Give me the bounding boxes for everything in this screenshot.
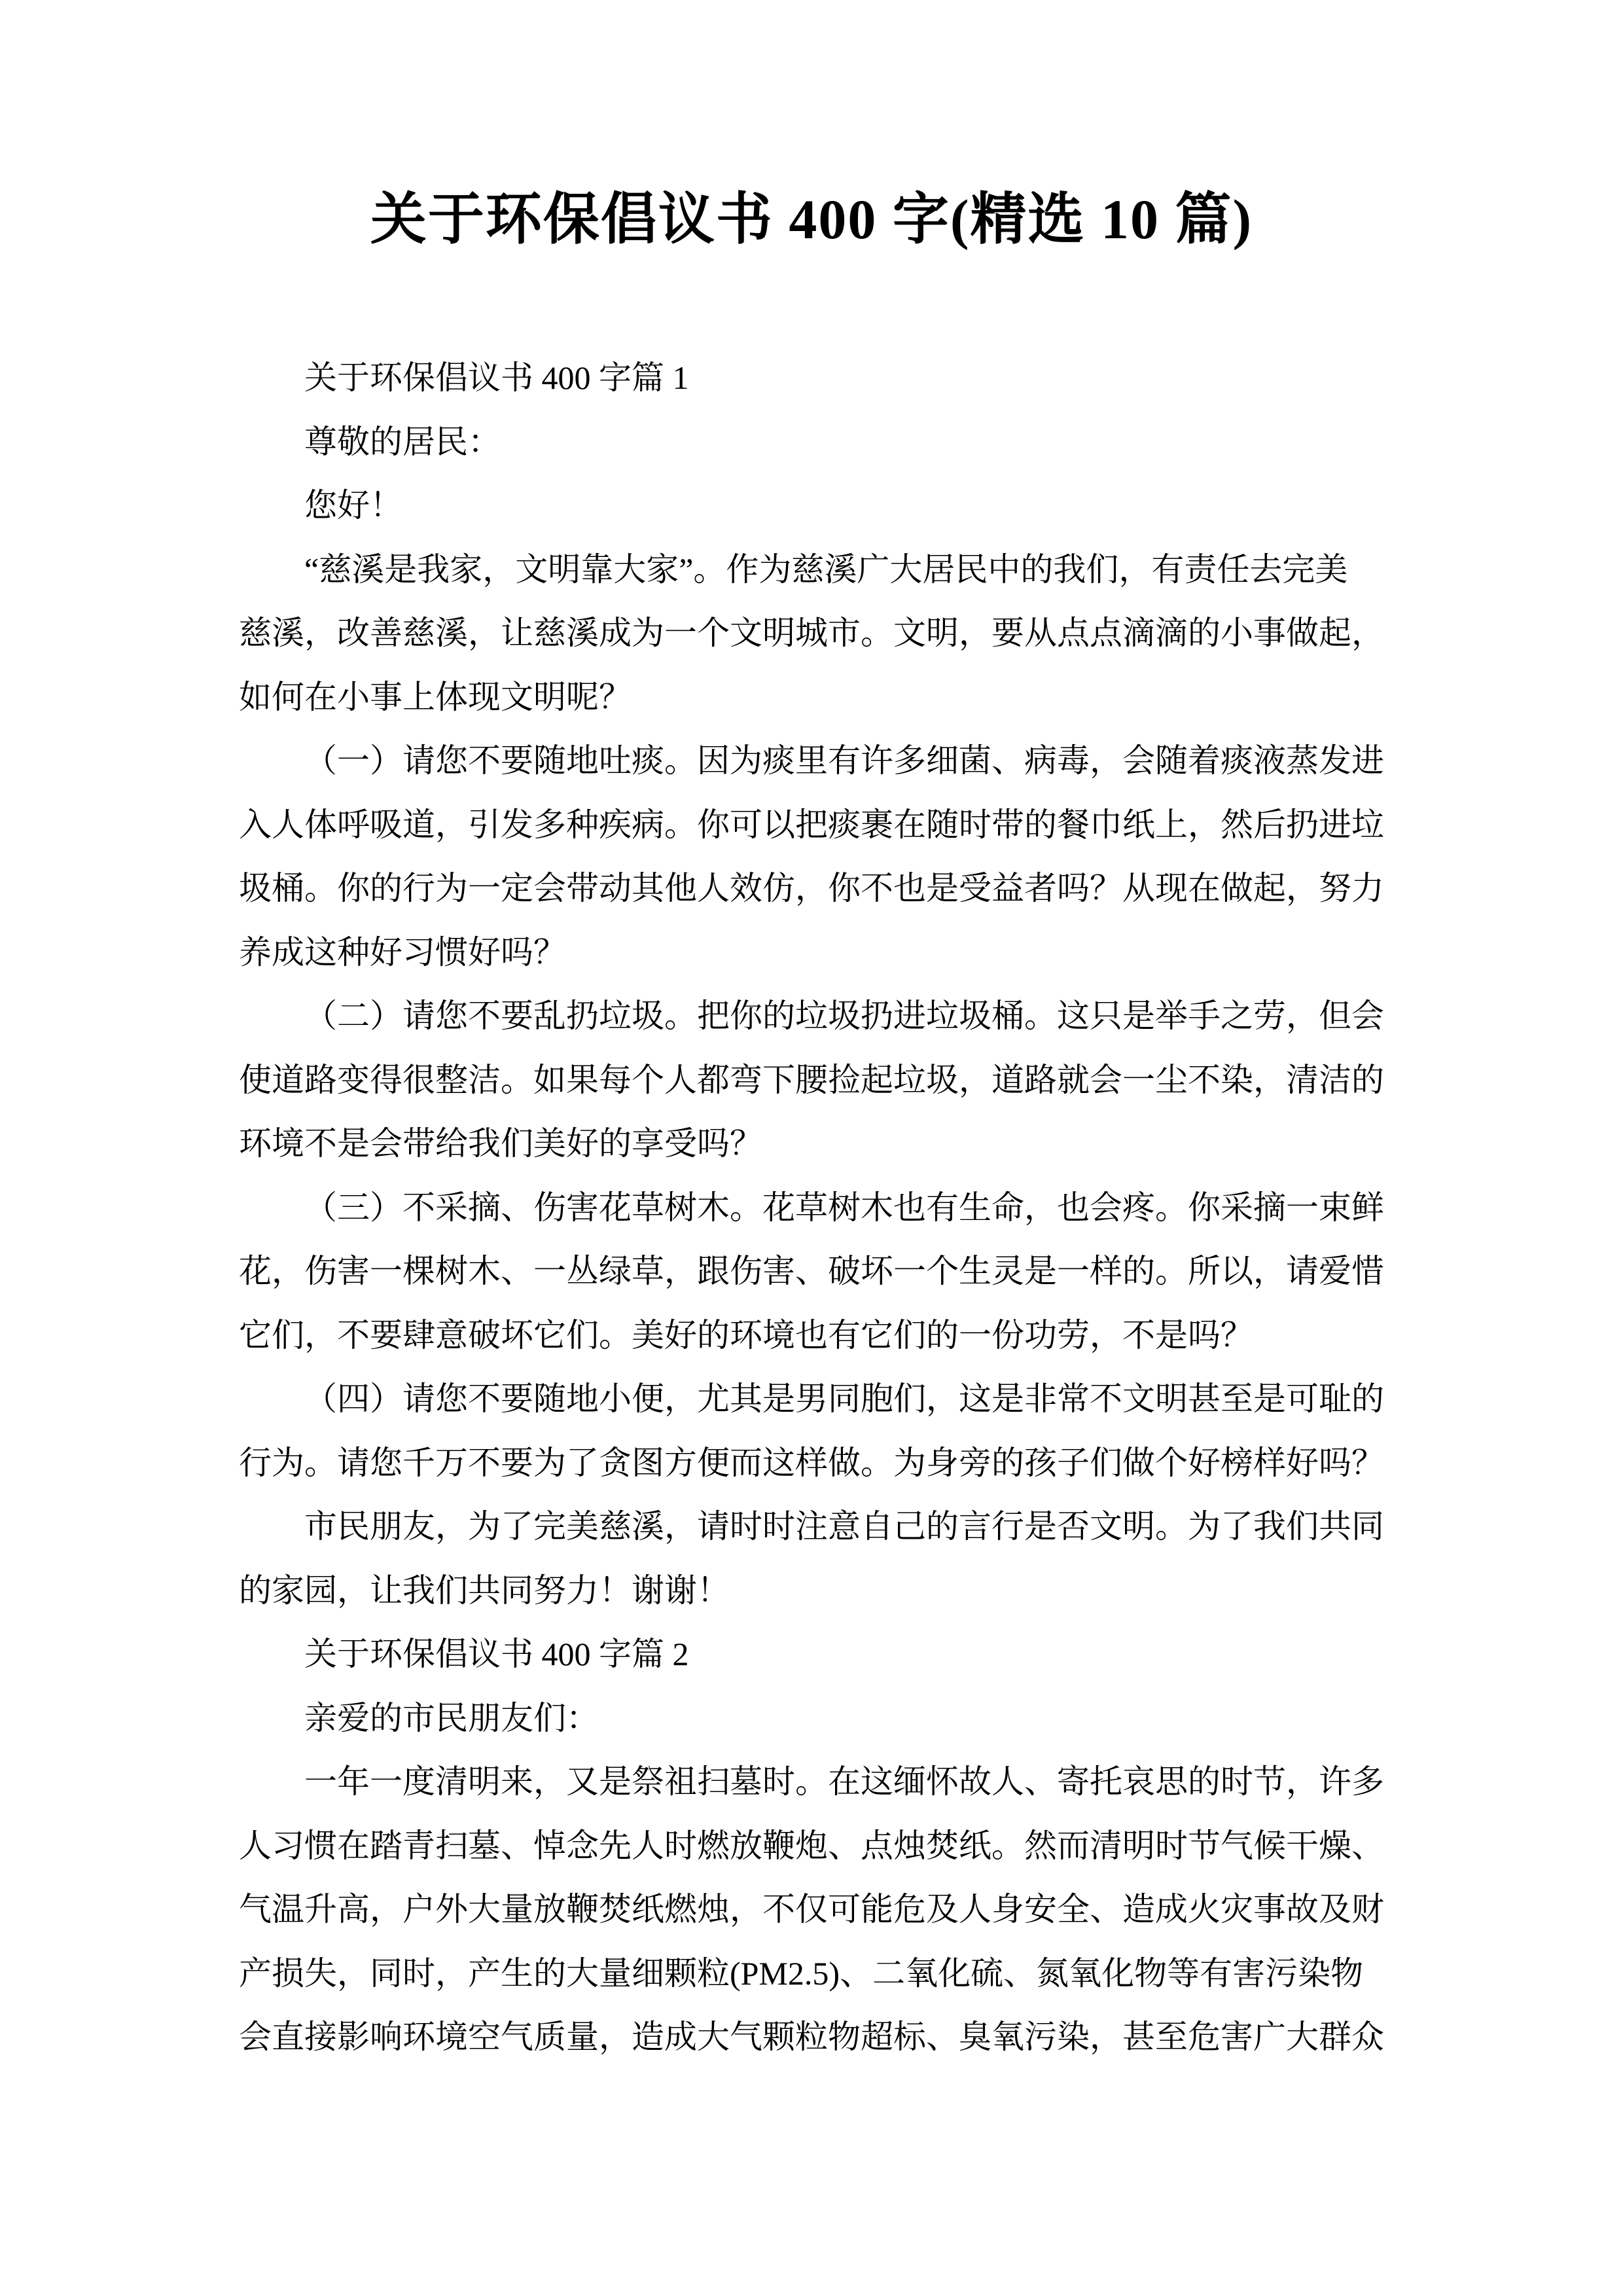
text-line: 养成这种好习惯好吗？ <box>239 933 566 971</box>
document-body <box>239 346 1384 2070</box>
text-line: 市民朋友，为了完美慈溪，请时时注意自己的言行是否文明。为了我们共同 <box>304 1508 1384 1545</box>
text-line: 花，伤害一棵树木、一丛绿草，跟伤害、破坏一个生灵是一样的。所以，请爱惜 <box>239 1253 1384 1289</box>
text-line: 环境不是会带给我们美好的享受吗？ <box>239 1125 762 1162</box>
text-line: 它们，不要肆意破坏它们。美好的环境也有它们的一份功劳，不是吗？ <box>239 1316 1253 1354</box>
text-line: 如何在小事上体现文明呢？ <box>239 678 632 715</box>
text-line: “慈溪是我家，文明靠大家”。作为慈溪广大居民中的我们，有责任去完美 <box>304 550 1348 588</box>
text-line: （一）请您不要随地吐痰。因为痰里有许多细菌、病毒，会随着痰液蒸发进 <box>304 742 1384 779</box>
text-line: 的家园，让我们共同努力！谢谢！ <box>239 1571 730 1609</box>
text-line: （四）请您不要随地小便，尤其是男同胞们，这是非常不文明甚至是可耻的 <box>304 1380 1384 1417</box>
text-line: 产损失，同时，产生的大量细颗粒(PM2.5)、二氧化硫、氮氧化物等有害污染物 <box>239 1954 1364 1992</box>
text-line: （二）请您不要乱扔垃圾。把你的垃圾扔进垃圾桶。这只是举手之劳，但会 <box>304 997 1384 1034</box>
text-line: 关于环保倡议书 400 字篇 2 <box>304 1636 689 1672</box>
text-line: 使道路变得很整洁。如果每个人都弯下腰捡起垃圾，道路就会一尘不染，清洁的 <box>239 1061 1384 1098</box>
text-line: 行为。请您千万不要为了贪图方便而这样做。为身旁的孩子们做个好榜样好吗？ <box>239 1444 1384 1481</box>
text-line: 您好！ <box>304 487 402 524</box>
text-line: 关于环保倡议书 400 字篇 1 <box>304 359 689 396</box>
text-line: 气温升高，户外大量放鞭焚纸燃烛，不仅可能危及人身安全、造成火灾事故及财 <box>239 1891 1384 1928</box>
text-line: 慈溪，改善慈溪，让慈溪成为一个文明城市。文明，要从点点滴滴的小事做起， <box>239 615 1384 651</box>
text-line: 人习惯在踏青扫墓、悼念先人时燃放鞭炮、点烛焚纸。然而清明时节气候干燥、 <box>239 1827 1384 1864</box>
document-title: 关于环保倡议书 400 字(精选 10 篇) <box>370 188 1253 251</box>
text-line: 圾桶。你的行为一定会带动其他人效仿，你不也是受益者吗？从现在做起，努力 <box>239 870 1384 906</box>
text-line: 尊敬的居民： <box>304 423 501 460</box>
text-line: （三）不采摘、伤害花草树木。花草树木也有生命，也会疼。你采摘一束鲜 <box>304 1189 1384 1226</box>
text-line: 入人体呼吸道，引发多种疾病。你可以把痰裹在随时带的餐巾纸上，然后扔进垃 <box>239 806 1384 843</box>
text-line: 会直接影响环境空气质量，造成大气颗粒物超标、臭氧污染，甚至危害广大群众 <box>239 2018 1384 2055</box>
text-line: 亲爱的市民朋友们： <box>304 1699 599 1736</box>
text-line: 一年一度清明来，又是祭祖扫墓时。在这缅怀故人、寄托哀思的时节，许多 <box>304 1763 1384 1800</box>
